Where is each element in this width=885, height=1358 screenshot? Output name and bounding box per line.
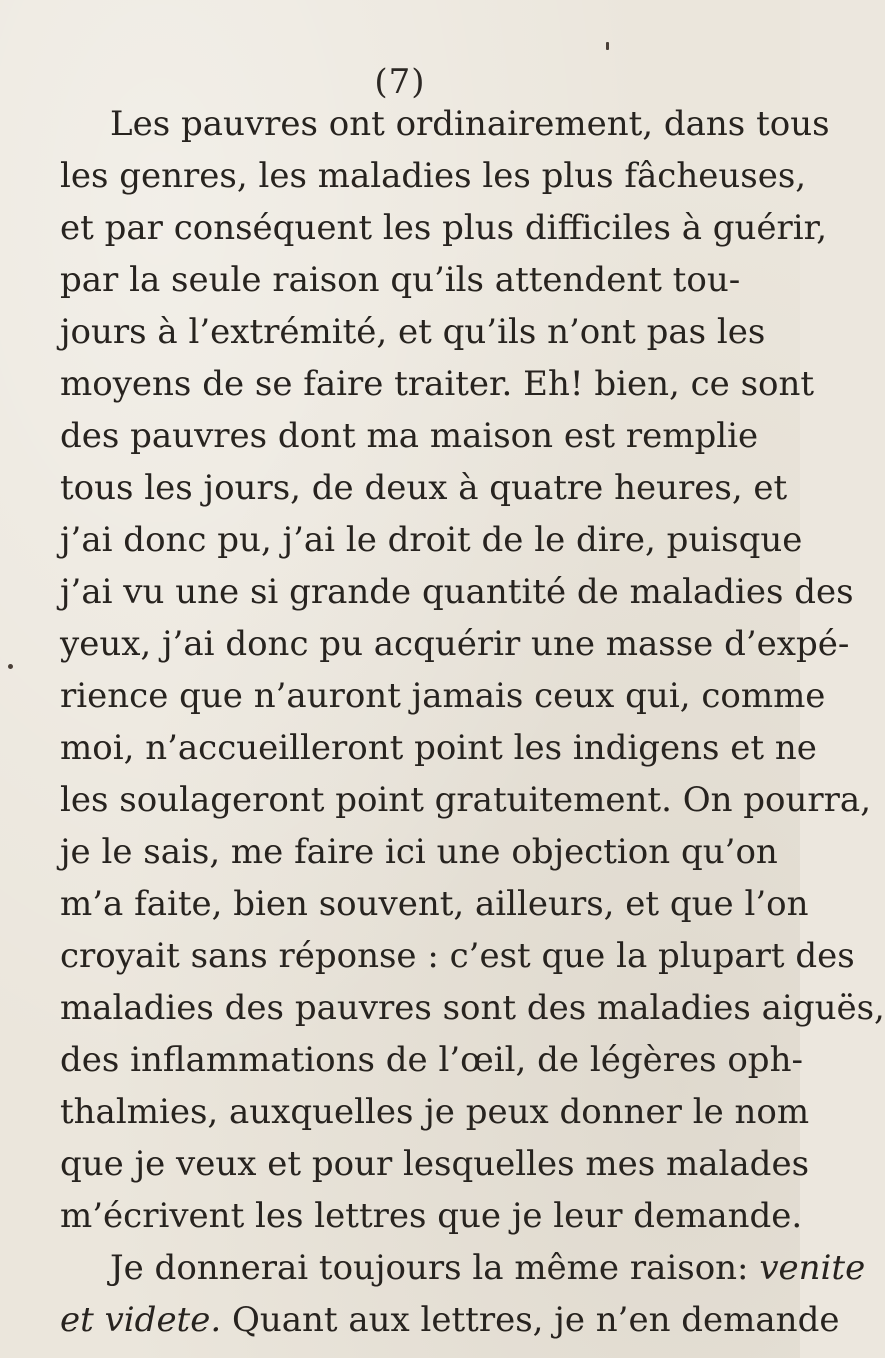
text-line: maladies des pauvres sont des maladies aiguës, — [60, 988, 885, 1028]
text-line — [60, 1300, 840, 1340]
text-line: des pauvres dont ma maison est remplie — [60, 416, 759, 456]
text-line: yeux, j’ai donc pu acquérir une masse d’expé- — [60, 624, 850, 664]
page-number: (7) — [374, 62, 426, 102]
text-line: Les pauvres ont ordinairement, dans tous — [110, 104, 830, 144]
text-line: rience que n’auront jamais ceux qui, comme — [60, 676, 826, 716]
text-line: m’écrivent les lettres que je leur demande. — [60, 1196, 803, 1236]
text-line: moyens de se faire traiter. Eh! bien, ce sont — [60, 364, 815, 404]
text-line: j’ai donc pu, j’ai le droit de le dire, puisque — [60, 520, 803, 560]
text-line: les genres, les maladies les plus fâcheuses, — [60, 156, 807, 196]
text-line: et par conséquent les plus difficiles à guérir, — [60, 208, 828, 248]
text-line: par la seule raison qu’ils attendent tou- — [60, 260, 741, 300]
text-line — [60, 1248, 866, 1288]
text-line: j’ai vu une si grande quantité de maladies des — [60, 572, 854, 612]
italic-phrase: venite — [759, 1248, 866, 1288]
text-line: jours à l’extrémité, et qu’ils n’ont pas les — [60, 312, 766, 352]
text-line: des inflammations de l’œil, de légères oph- — [60, 1040, 803, 1080]
text-line: moi, n’accueilleront point les indigens et ne — [60, 728, 817, 768]
text-line: croyait sans réponse : c’est que la plupart des — [60, 936, 855, 976]
text-line: m’a faite, bien souvent, ailleurs, et que l’on — [60, 884, 809, 924]
text-line: tous les jours, de deux à quatre heures, et — [60, 468, 788, 508]
text-line: que je veux et pour lesquelles mes malades — [60, 1144, 810, 1184]
ink-speck — [8, 664, 13, 669]
ink-speck — [606, 42, 609, 50]
italic-phrase: et videte. — [60, 1300, 222, 1340]
text-line: je le sais, me faire ici une objection qu’on — [60, 832, 778, 872]
text-segment: Quant aux lettres, je n’en demande — [221, 1300, 840, 1340]
text-line: les soulageront point gratuitement. On pourra, — [60, 780, 872, 820]
text-line: thalmies, auxquelles je peux donner le nom — [60, 1092, 810, 1132]
text-segment: Je donnerai toujours la même raison: — [110, 1248, 760, 1288]
